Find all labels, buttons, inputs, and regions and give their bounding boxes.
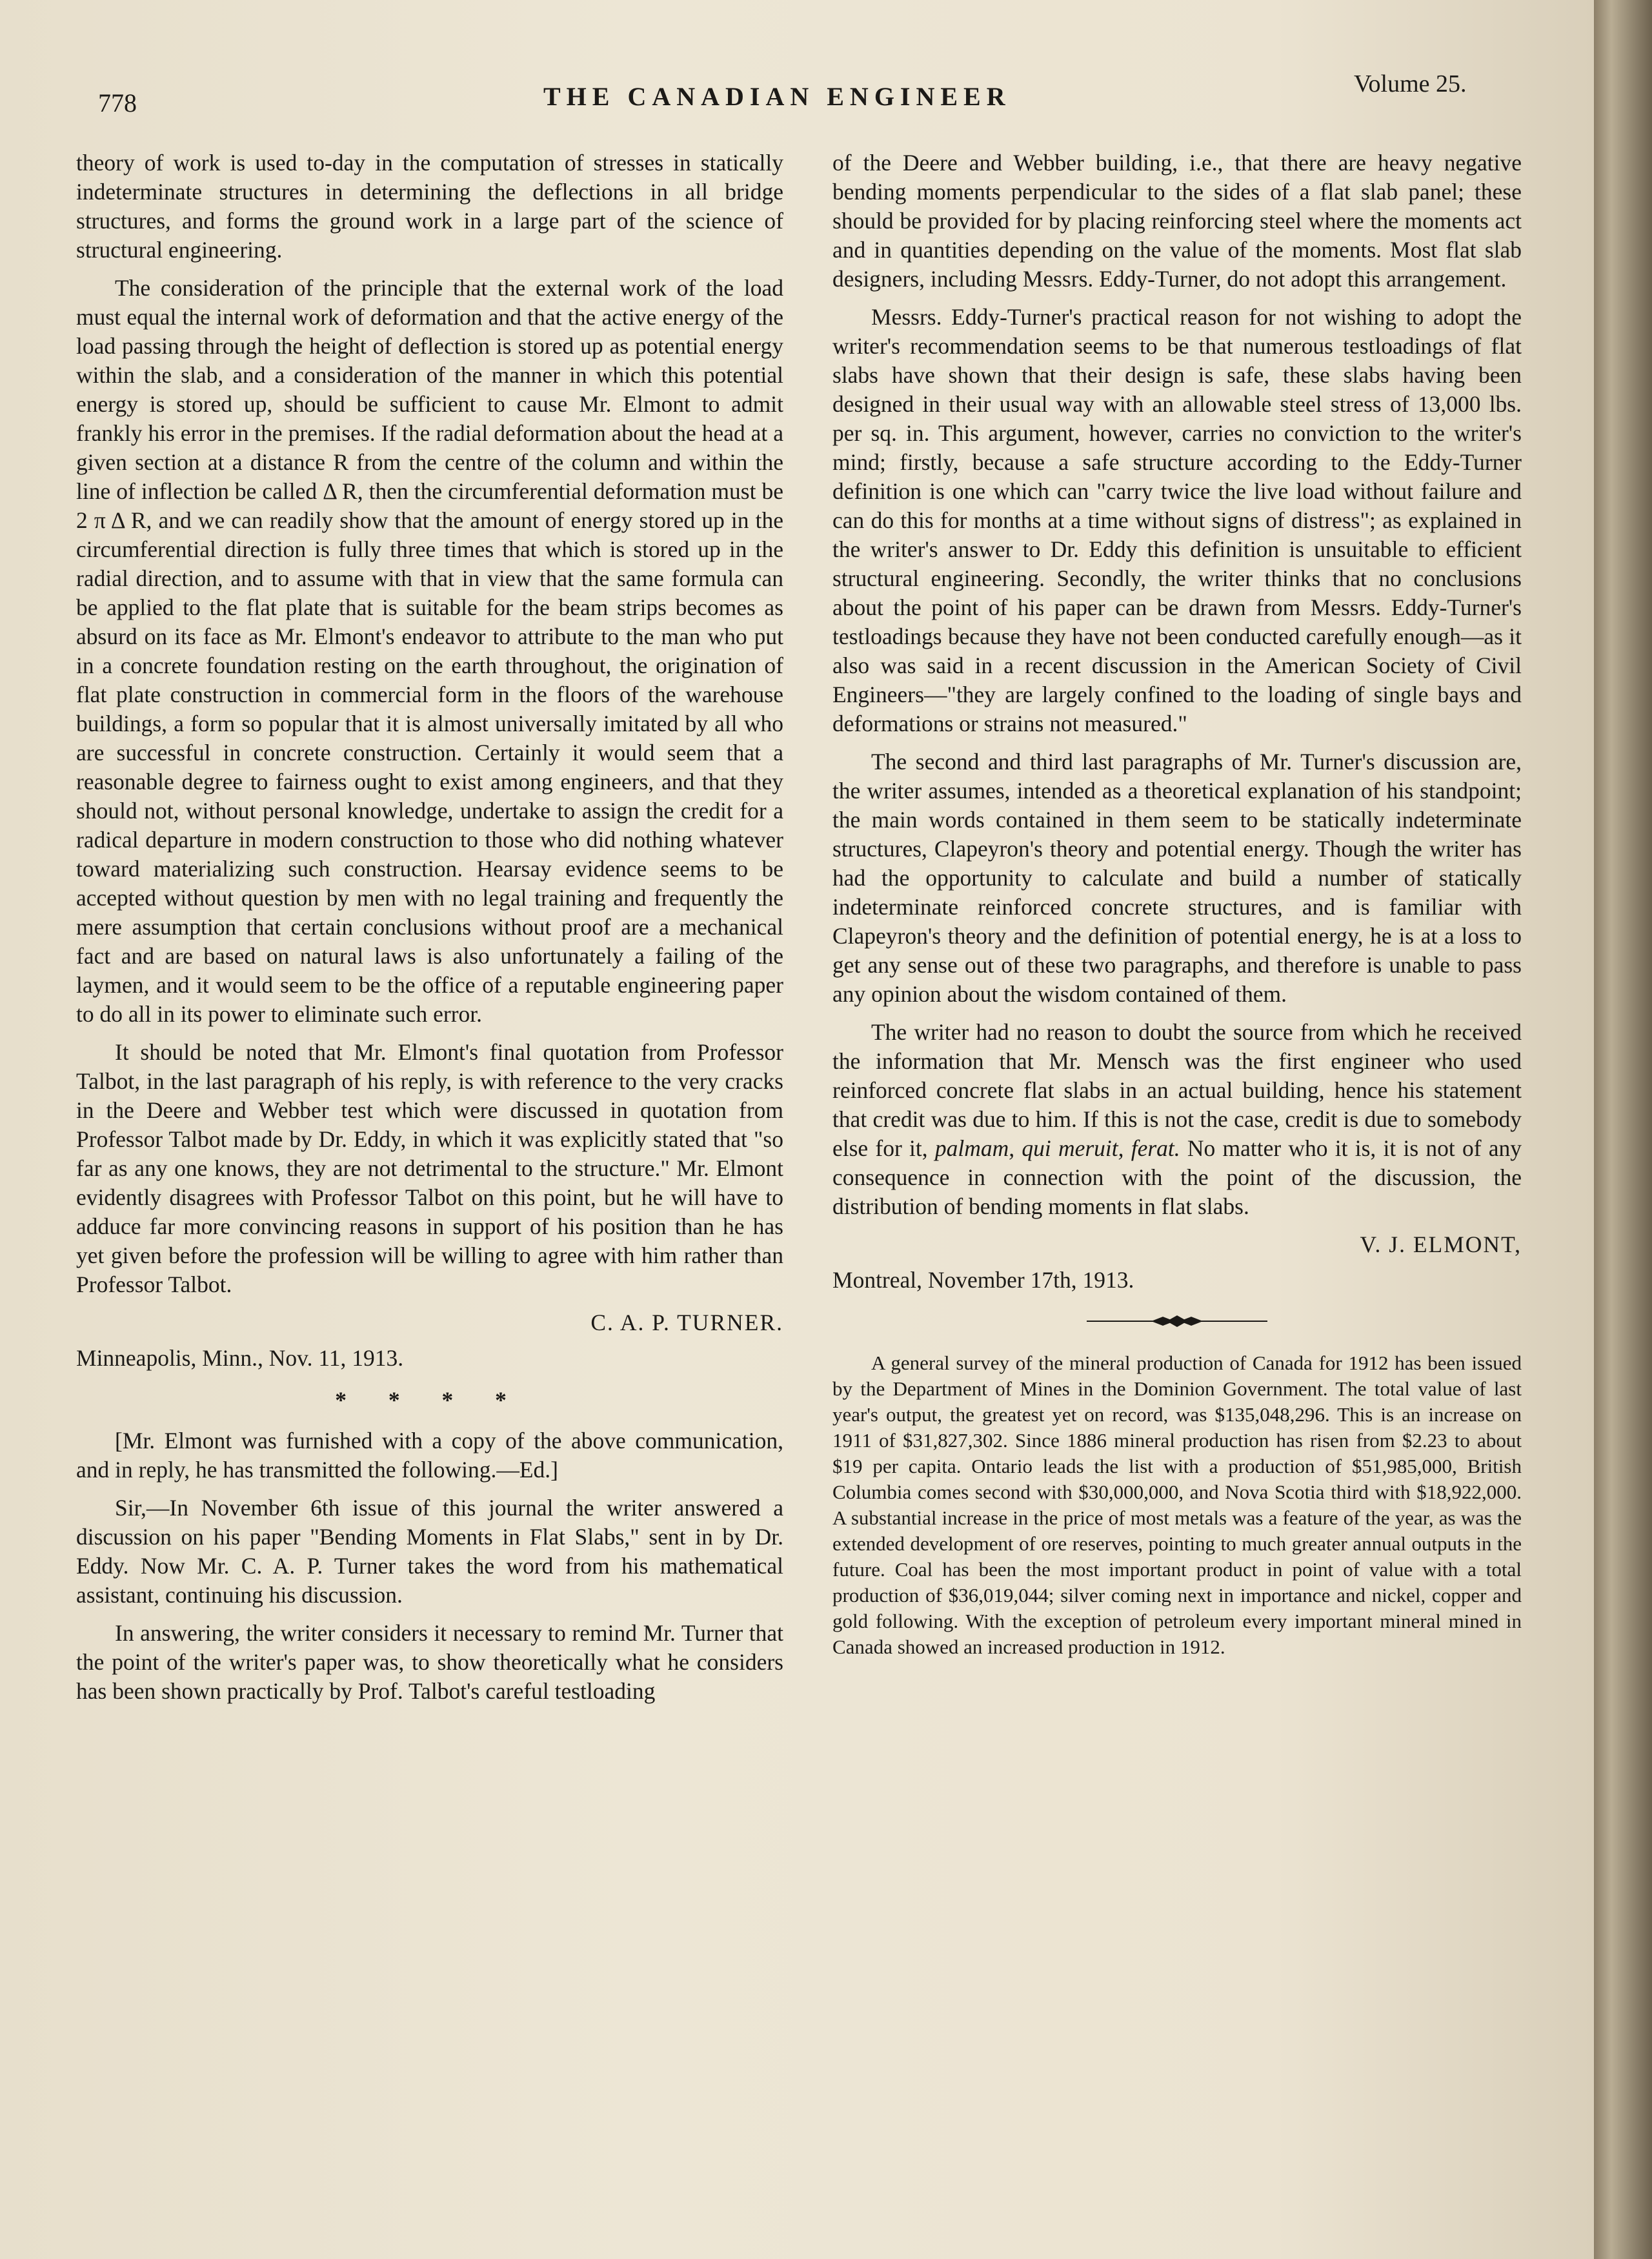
paragraph: The consideration of the principle that the external work of the load must equal the internal work of deformation and that the active energy of the load passing through the height of deflection is stored up as potential energy within the slab, and a consideration of the manner in which this potential energy is stored up, should be sufficient to cause Mr. Elmont to admit frankly his error in the premises. If the radial deformation about the head at a given section at a distance R from the centre of the column and within the line of inflection be called Δ R, then the circumferential deformation must be 2 π Δ R, and we can readily show that the amount of energy stored up in the circumferential direction is fully three times that which is stored up in the radial direction, and to assume with that in view that the same formula can be applied to the flat plate that is suitable for the beam strips becomes as absurd on its face as Mr. Elmont's endeavor to attribute to the man who put in a concrete foundation resting on the earth throughout, the origination of flat plate construction in commercial form in the floors of the warehouse buildings, a form so popular that it is almost universally imitated by all who are successful in concrete construction. Certainly it would seem that a reasonable degree to fairness ought to exist among engineers, and that they should not, without personal knowledge, undertake to assign the credit for a radical departure in modern construction to those who did nothing whatever toward materializing such construction. Hearsay evidence seems to be accepted without question by men with no legal training and frequently the mere assumption that certain conclusions without proof are a mechanical fact and are based on natural laws is also unfortunately a failing of the laymen, and it would seem to be the office of a reputable engineering paper to do all in its power to eliminate such error. <box>76 275 783 1027</box>
right-column <box>832 148 1522 1669</box>
paragraph: It should be noted that Mr. Elmont's final quotation from Professor Talbot, in the last paragraph of his reply, is with reference to the very cracks in the Deere and Webber test which were discussed in quotation from Professor Talbot made by Dr. Eddy, in which it was explicitly stated that "so far as any one knows, they are not detrimental to the structure." Mr. Elmont evidently disagrees with Professor Talbot on this point, but he will have to adduce far more convincing reasons in support of his position than he has yet given before the profession will be willing to agree with him rather than Professor Talbot. <box>76 1039 783 1297</box>
paragraph-text: No matter who it is, it is not of any consequence in connection with the point of the discussion, the distribution of bending moments in flat slabs. <box>832 1135 1522 1219</box>
section-separator: * * * * <box>335 1387 525 1413</box>
paragraph: Messrs. Eddy-Turner's practical reason for not wishing to adopt the writer's recommendation seems to be that numerous testloadings of flat slabs have shown that their design is safe, these slabs having been designed in their usual way with an allowable steel stress of 13,000 lbs. per sq. in. This argument, however, carries no conviction to the writer's mind; firstly, because a safe structure according to the Eddy-Turner definition is one which can "carry twice the live load without failure and can do this for months at a time without signs of distress"; as explained in the writer's answer to Dr. Eddy this definition is unsuitable to efficient structural engineering. Secondly, the writer thinks that no conclusions about the point of his paper can be drawn from Messrs. Eddy-Turner's testloadings because they have not been conducted carefully enough—as it also was said in a recent discussion in the American Society of Civil Engineers—"they are largely confined to the loading of single bays and deformations or strains not measured." <box>832 304 1522 736</box>
paragraph: Sir,—In November 6th issue of this journal the writer answered a discussion on his paper "Bending Moments in Flat Slabs," sent in by Dr. Eddy. Now Mr. C. A. P. Turner takes the word from his mathematical assistant, continuing his discussion. <box>76 1495 783 1608</box>
ornament-divider <box>832 1312 1522 1331</box>
signature-turner: C. A. P. TURNER. <box>590 1310 783 1335</box>
editor-note: [Mr. Elmont was furnished with a copy of the above communication, and in reply, he has transmitted the following.—Ed.] <box>76 1428 783 1483</box>
binding-gutter <box>1594 0 1652 2259</box>
mineral-survey-note: A general survey of the mineral production of Canada for 1912 has been issued by the Department of Mines in the Dominion Government. The total value of last year's output, the greatest yet on record, was $135,048,296. This is an increase on 1911 of $31,827,302. Since 1886 mineral production has risen from $2.23 to about $19 per capita. Ontario leads the list with a production of $51,985,000, British Columbia comes second with $30,000,000, and Nova Scotia third with $18,922,000. A substantial increase in the price of most metals was a feature of the year, as was the extended development of ore reserves, pointing to much greater annual outputs in the future. Coal has been the most important product in point of value with a total production of $36,019,044; silver coming next in importance and nickel, copper and gold following. With the exception of petroleum every important mineral mined in Canada showed an increased production in 1912. <box>832 1352 1522 1658</box>
place-date: Minneapolis, Minn., Nov. 11, 1913. <box>76 1345 404 1371</box>
paragraph: of the Deere and Webber building, i.e., that there are heavy negative bending moments perpendicular to the sides of a flat slab panel; these should be provided for by placing reinforcing steel where the moments act and in quantities depending on the value of the moments. Most flat slab designers, including Messrs. Eddy-Turner, do not adopt this arrangement. <box>832 150 1522 292</box>
ornament-icon <box>1087 1312 1267 1331</box>
paragraph: In answering, the writer considers it necessary to remind Mr. Turner that the point of the writer's paper was, to show theoretically what he considers has been shown practically by Prof. Talbot's careful testloading <box>76 1620 783 1704</box>
signature-elmont: V. J. ELMONT, <box>1360 1231 1522 1257</box>
paragraph <box>832 1018 1522 1221</box>
paragraph-text: The writer had no reason to doubt the source from which he received the information that Mr. Mensch was the first engineer who used reinforced concrete flat slabs in an actual building, hence his statement that credit was due to him. If this is not the case, credit is due to somebody else for it, <box>832 1019 1522 1161</box>
left-column <box>76 148 783 1715</box>
page-number: 778 <box>98 88 137 117</box>
volume-label: Volume 25. <box>1354 70 1467 97</box>
page-header <box>0 62 1594 120</box>
place-date: Montreal, November 17th, 1913. <box>832 1267 1134 1293</box>
journal-title: THE CANADIAN ENGINEER <box>543 82 1011 111</box>
paragraph: theory of work is used to-day in the computation of stresses in statically indeterminate structures in determining the deflections in all bridge structures, and forms the ground work in a large part of the science of structural engineering. <box>76 150 783 263</box>
paragraph: The second and third last paragraphs of Mr. Turner's discussion are, the writer assumes, intended as a theoretical explanation of his standpoint; the main words contained in them seem to be statically indeterminate structures, Clapeyron's theory and potential energy. Though the writer has had the opportunity to calculate and build a number of statically indeterminate reinforced concrete structures, and is familiar with Clapeyron's theory and the definition of potential energy, he is at a loss to get any sense out of these two paragraphs, and therefore is unable to pass any opinion about the wisdom contained of them. <box>832 749 1522 1007</box>
latin-phrase: palmam, qui meruit, ferat. <box>934 1135 1180 1161</box>
